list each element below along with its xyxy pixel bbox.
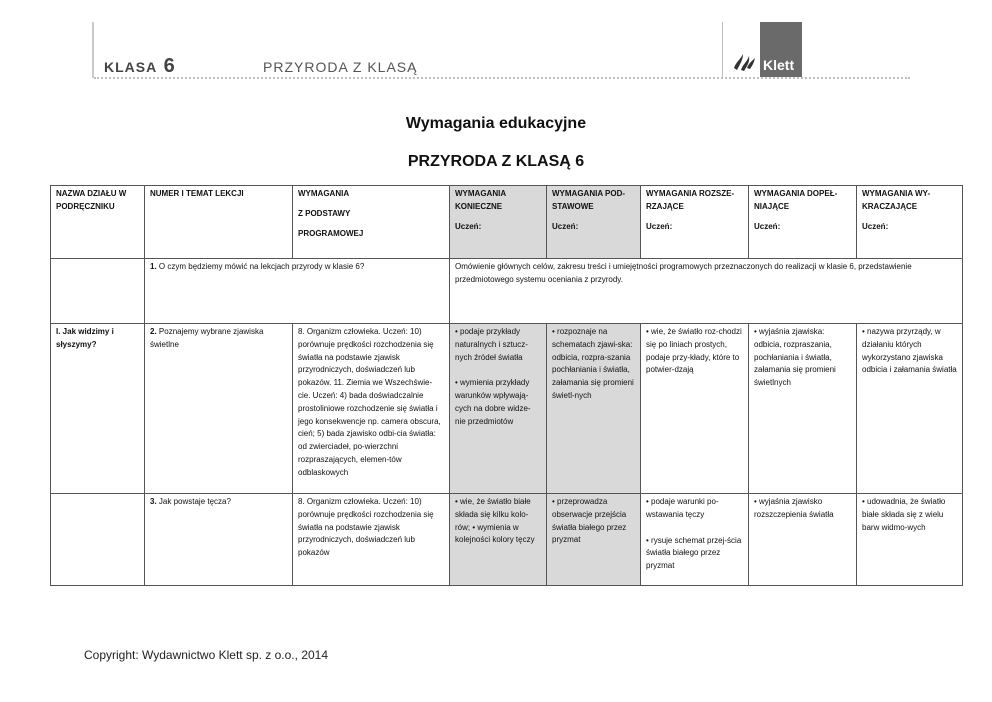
copyright-footer: Copyright: Wydawnictwo Klett sp. z o.o., 2014 — [84, 648, 329, 662]
table-row — [51, 494, 963, 586]
row1-description: Omówienie głównych celów, zakresu treści i umiejętności programowych przeznaczonych do realizacji w klasie 6, przedstawienie przedmiotowego systemu oceniania z przyrody. — [450, 259, 963, 324]
requirements-table — [50, 185, 963, 586]
publisher-name: Klett — [763, 57, 795, 73]
row2-required-2: • wymienia przykłady warunków wpływają-cych na dobre widze-nie przedmiotów — [455, 378, 531, 426]
header-lesson-topic: NUMER I TEMAT LEKCJI — [145, 186, 293, 259]
row2-section: I. Jak widzimy i słyszymy? — [51, 324, 145, 494]
header-klasa-number: 6 — [163, 55, 176, 77]
header-core-curriculum — [293, 186, 450, 259]
row2-number: 2. — [150, 327, 157, 336]
row3-supplementary: • wyjaśnia zjawisko rozszczepienia światła — [749, 494, 857, 586]
row2-extended: • wie, że światło roz-chodzi się po liniach prostych, podaje przy-kłady, które to potwier-dzają — [641, 324, 749, 494]
header-subject: PRZYRODA Z KLASĄ — [263, 59, 418, 75]
header-required — [450, 186, 547, 259]
row2-core-curriculum: 8. Organizm człowieka. Uczeń: 10) porównuje prędkości rozchodzenia się światła na podstawie zjawisk przyrodniczych, doświadczeń lub pokazów. 11. Ziemia we Wszechświe-cie. Uczeń: 4) bada doświadczalnie prostoliniowe rozchodzenie się światła i jego konsekwencje np. camera obscura, cień; 5) bada zjawisko odbi-cia światła: od zwierciadeł, po-wierzchni rozpraszających, elemen-tów odblaskowych — [293, 324, 450, 494]
header-exceeding — [857, 186, 963, 259]
header-supplementary-label: WYMAGANIA DOPEŁ-NIAJĄCE — [754, 189, 838, 211]
header-supplementary-uczen: Uczeń: — [754, 221, 781, 231]
header-extended-label: WYMAGANIA ROZSZE-RZAJĄCE — [646, 189, 735, 211]
table-header-row — [51, 186, 963, 259]
table-row — [51, 324, 963, 494]
header-dotted-rule — [94, 77, 910, 79]
header-class-label — [104, 55, 176, 78]
row2-supplementary: • wyjaśnia zjawiska: odbicia, rozpraszania, pochłaniania i światła, załamania się promieni świetlnych — [749, 324, 857, 494]
header-core-line-2: Z PODSTAWY — [298, 208, 351, 218]
page-subtitle: PRZYRODA Z KLASĄ 6 — [407, 153, 585, 170]
row2-required — [450, 324, 547, 494]
table-row — [51, 259, 963, 324]
row1-topic-cell — [145, 259, 450, 324]
klett-logo-icon — [731, 48, 757, 74]
header-required-label: WYMAGANIA KONIECZNE — [455, 189, 506, 211]
header-core-line-1: WYMAGANIA — [298, 189, 350, 198]
row3-basic: • przeprowadza obserwacje przejścia światła białego przez pryzmat — [547, 494, 641, 586]
header-exceeding-label: WYMAGANIA WY-KRACZAJĄCE — [862, 189, 931, 211]
row3-core-curriculum: 8. Organizm człowieka. Uczeń: 10) porównuje prędkości rozchodzenia się światła na podstawie zjawisk przyrodniczych, doświadczeń lub pokazów — [293, 494, 450, 586]
row3-topic-cell — [145, 494, 293, 586]
row3-extended — [641, 494, 749, 586]
row2-topic: Poznajemy wybrane zjawiska świetlne — [150, 327, 264, 349]
header-separator — [722, 22, 723, 77]
row3-extended-2: • rysuje schemat przej-ścia światła białego przez pryzmat — [646, 535, 742, 571]
header-basic-uczen: Uczeń: — [552, 221, 579, 231]
row3-exceeding: • udowadnia, że światło białe składa się z wielu barw widmo-wych — [857, 494, 963, 586]
page-title: Wymagania edukacyjne — [405, 115, 587, 132]
row1-number: 1. — [150, 262, 157, 271]
header-klasa-text: KLASA — [104, 59, 157, 75]
row1-topic: O czym będziemy mówić na lekcjach przyrody w klasie 6? — [158, 262, 365, 271]
row3-number: 3. — [150, 497, 157, 506]
header-basic — [547, 186, 641, 259]
row2-basic: • rozpoznaje na schematach zjawi-ska: odbicia, rozpra-szania pochłaniania i światła, załamania się promieni świetl-nych — [547, 324, 641, 494]
header-section-name: NAZWA DZIAŁU W PODRĘCZNIKU — [51, 186, 145, 259]
header-core-line-3: PROGRAMOWEJ — [298, 228, 364, 238]
row2-topic-cell — [145, 324, 293, 494]
row2-required-1: • podaje przykłady naturalnych i sztucz-nych źródeł światła — [455, 327, 528, 362]
header-extended-uczen: Uczeń: — [646, 221, 673, 231]
header-extended — [641, 186, 749, 259]
header-exceeding-uczen: Uczeń: — [862, 221, 889, 231]
row1-section — [51, 259, 145, 324]
row2-exceeding: • nazywa przyrządy, w działaniu których wykorzystano zjawiska odbicia i załamania światła — [857, 324, 963, 494]
klett-logo-box — [760, 22, 802, 77]
header-supplementary — [749, 186, 857, 259]
header-required-uczen: Uczeń: — [455, 221, 482, 231]
row3-section — [51, 494, 145, 586]
row3-required: • wie, że światło białe składa się kilku kolo-rów; • wymienia w kolejności kolory tęczy — [450, 494, 547, 586]
row3-topic: Jak powstaje tęcza? — [158, 497, 231, 506]
row3-extended-1: • podaje warunki po-wstawania tęczy — [646, 497, 719, 519]
header-left-rule — [92, 22, 94, 78]
header-basic-label: WYMAGANIA POD-STAWOWE — [552, 189, 626, 211]
